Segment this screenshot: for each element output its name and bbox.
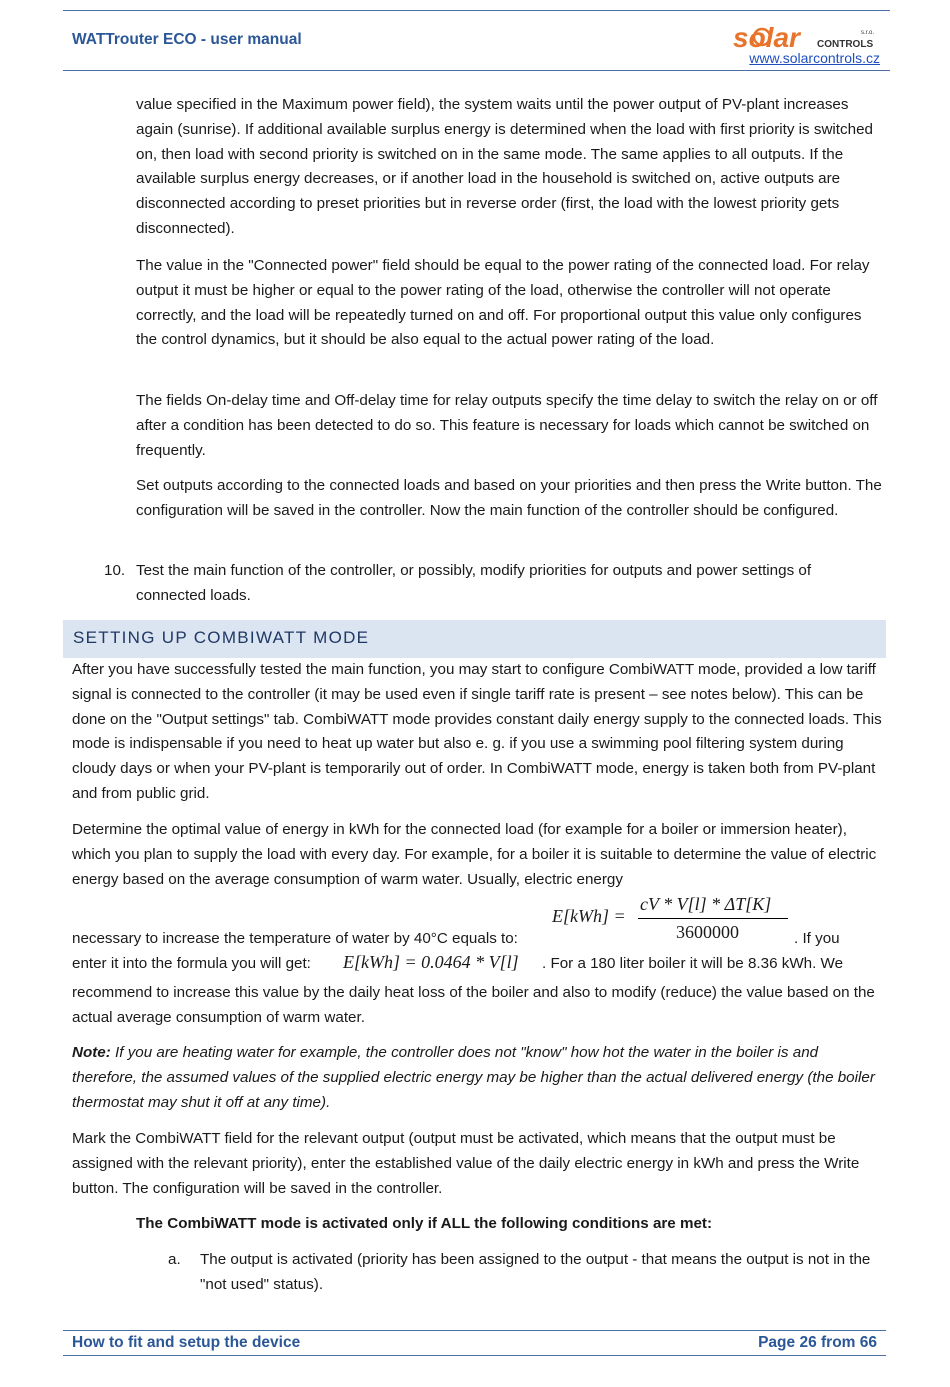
paragraph-enter-formula: enter it into the formula you will get: [72, 955, 311, 972]
paragraph-if-you: . If you [794, 930, 840, 947]
logo-controls: CONTROLS [817, 39, 874, 50]
paragraph-connected-power: The value in the "Connected power" field should be equal to the power rating of the connected load. For relay output it must be higher or equal to the power rating of the load, otherwise the controller will not operate correctly, and the load will be repeatedly turned on and off. For proportional output this value only configures the control dynamics, but it should be also equal to the actual power rating of the load. [136, 257, 870, 349]
paragraph-set-outputs: Set outputs according to the connected loads and based on your priorities and then press the Write button. The configuration will be saved in the controller. Now the main function of the controller should be configured. [136, 477, 882, 519]
logo-wordmark: solar [733, 22, 800, 52]
document-title: WATTrouter ECO - user manual [72, 31, 302, 48]
paragraph-energy-line: necessary to increase the temperature of water by 40°C equals to: [72, 930, 518, 947]
note-text: If you are heating water for example, the controller does not "know" how hot the water in the boiler is and therefore, the assumed values of the supplied electric energy may be higher than the actual delivered energy (the boiler thermostat may shut it off at any time). [72, 1044, 875, 1111]
footer-top-rule [63, 1330, 886, 1331]
condition-a: The output is activated (priority has been assigned to the output - that means the output is not in the "not used" status). [200, 1251, 871, 1293]
footer-page-number: Page 26 from 66 [758, 1334, 877, 1351]
paragraph-delay-time: The fields On-delay time and Off-delay time for relay outputs specify the time delay to switch the relay on or off after a condition has been detected to do so. This feature is necessary for loads which cannot be switched on frequently. [136, 392, 878, 459]
logo-sro: s.r.o. [861, 30, 875, 36]
list-item-10: Test the main function of the controller, or possibly, modify priorities for outputs and power settings of connected loads. [136, 562, 812, 604]
note-label: Note: [72, 1044, 111, 1061]
paragraph-combiwatt-intro: After you have successfully tested the main function, you may start to configure CombiWATT mode, provided a low tariff signal is connected to the controller (it may be used even if single tariff rate is present – see notes below). This can be done on the "Output settings" tab. CombiWATT mode provides constant daily energy supply to the connected loads. This mode is indispensable if you need to heat up water but also e. g. if you use a swimming pool filtering system during cloudy days or when your PV-plant is temporarily out of order. In CombiWATT mode, energy is taken both from PV-plant and from public grid. [72, 661, 882, 802]
formula-simplified: E[kWh] = 0.0464 * V[l] [343, 952, 519, 972]
formula-energy-fraction [552, 894, 792, 944]
fraction-bar [638, 918, 788, 919]
paragraph-mark-combiwatt: Mark the CombiWATT field for the relevant output (output must be activated, which means that the output must be assigned with the relevant priority), enter the established value of the daily electric energy in kWh and press the Write button. The configuration will be saved in the controller. [72, 1130, 860, 1197]
conditions-heading: The CombiWATT mode is activated only if ALL the following conditions are met: [136, 1215, 713, 1232]
formula-lhs: E[kWh] = [552, 906, 626, 926]
formula-denominator: 3600000 [676, 922, 739, 942]
list-letter-a: a. [168, 1251, 181, 1268]
paragraph-note [72, 1041, 884, 1115]
footer-chapter: How to fit and setup the device [72, 1334, 301, 1351]
header-url-link[interactable]: www.solarcontrols.cz [749, 50, 880, 66]
header-top-rule [63, 10, 890, 11]
footer-bottom-rule [63, 1355, 886, 1356]
formula-numerator: cV * V[l] * ΔT[K] [640, 894, 772, 914]
paragraph-boiler-result: . For a 180 liter boiler it will be 8.36 kWh. We [542, 955, 844, 972]
paragraph-recommend: recommend to increase this value by the daily heat loss of the boiler and also to modify (reduce) the value based on the actual average consumption of warm water. [72, 984, 875, 1026]
paragraph-determine-energy: Determine the optimal value of energy in kWh for the connected load (for example for a boiler or immersion heater), which you plan to supply the load with every day. For example, for a boiler it is suitable to determine the value of electric energy based on the average consumption of warm water. Usually, electric energy [72, 821, 877, 888]
solarcontrols-logo [733, 22, 883, 52]
paragraph-priorities: value specified in the Maximum power field), the system waits until the power output of PV-plant increases again (sunrise). If additional available surplus energy is determined when the load with first priority is switched on, then load with second priority is switched on in the same mode. The same applies to all outputs. If the available surplus energy decreases, or if another load in the household is switched on, active outputs are disconnected according to preset priorities but in reverse order (first, the load with the lowest priority gets disconnected). [136, 96, 873, 237]
section-title: SETTING UP COMBIWATT MODE [73, 628, 370, 647]
header-bottom-rule [63, 70, 890, 71]
list-number-10: 10. [104, 562, 126, 579]
section-heading-bar [63, 620, 886, 658]
